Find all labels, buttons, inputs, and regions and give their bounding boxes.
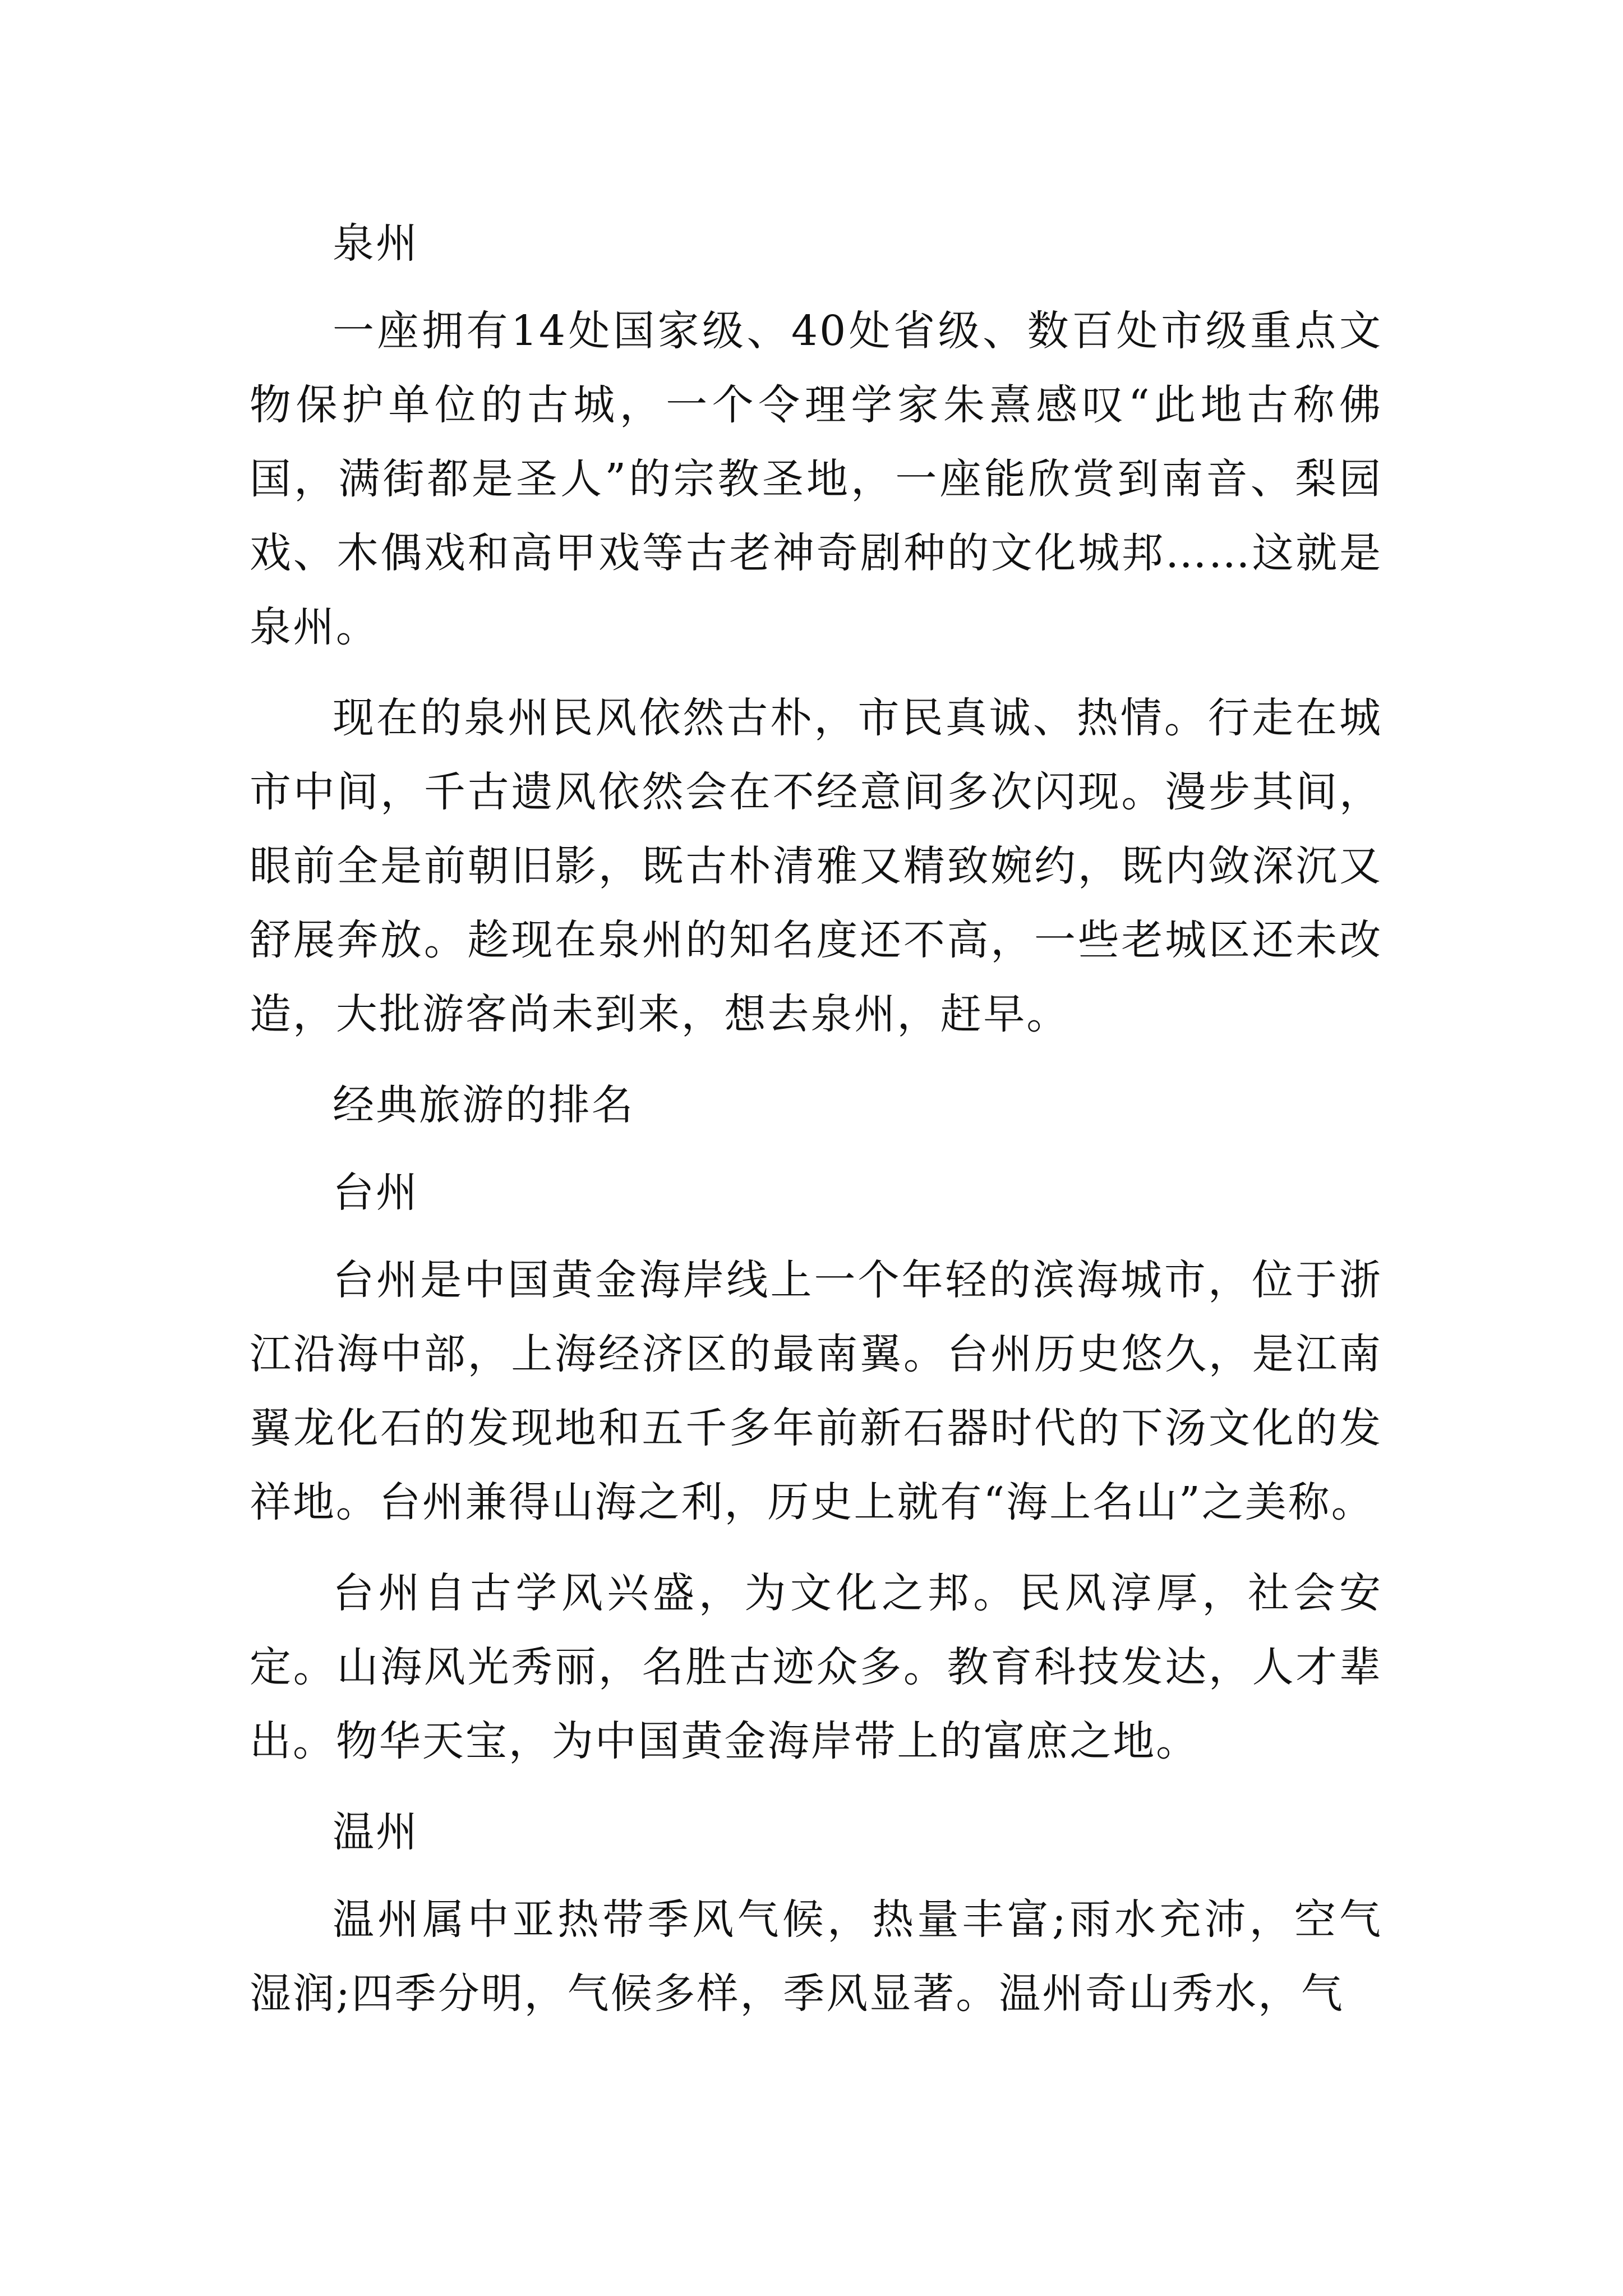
section-title-wenzhou: 温州 <box>333 1808 419 1856</box>
section-title-taizhou: 台州 <box>333 1168 419 1217</box>
paragraph-taizhou-intro: 台州是中国黄金海岸线上一个年轻的滨海城市，位于浙江沿海中部，上海经济区的最南翼。台州历史悠久，是江南翼龙化石的发现地和五千多年前新石器时代的下汤文化的发祥地。台州兼得山海之利，历史上就有“海上名山”之美称。 <box>250 1256 1382 1526</box>
section-title-quanzhou: 泉州 <box>333 219 419 268</box>
paragraph-taizhou-culture: 台州自古学风兴盛，为文化之邦。民风淳厚，社会安定。山海风光秀丽，名胜古迹众多。教育科技发达，人才辈出。物华天宝，为中国黄金海岸带上的富庶之地。 <box>250 1569 1382 1765</box>
paragraph-quanzhou-customs: 现在的泉州民风依然古朴，市民真诚、热情。行走在城市中间，千古遗风依然会在不经意间多次闪现。漫步其间，眼前全是前朝旧影，既古朴清雅又精致婉约，既内敛深沉又舒展奔放。趁现在泉州的知名度还不高，一些老城区还未改造，大批游客尚未到来，想去泉州，赶早。 <box>250 694 1382 1038</box>
document-body <box>250 206 1382 2047</box>
section-title-ranking: 经典旅游的排名 <box>333 1081 635 1129</box>
paragraph-quanzhou-intro: 一座拥有14处国家级、40处省级、数百处市级重点文物保护单位的古城，一个令理学家朱熹感叹“此地古称佛国，满街都是圣人”的宗教圣地，一座能欣赏到南音、梨园戏、木偶戏和高甲戏等古老神奇剧种的文化城邦……这就是泉州。 <box>250 307 1382 651</box>
paragraph-wenzhou-intro: 温州属中亚热带季风气候，热量丰富;雨水充沛，空气湿润;四季分明，气候多样，季风显著。温州奇山秀水，气 <box>250 1895 1382 2018</box>
